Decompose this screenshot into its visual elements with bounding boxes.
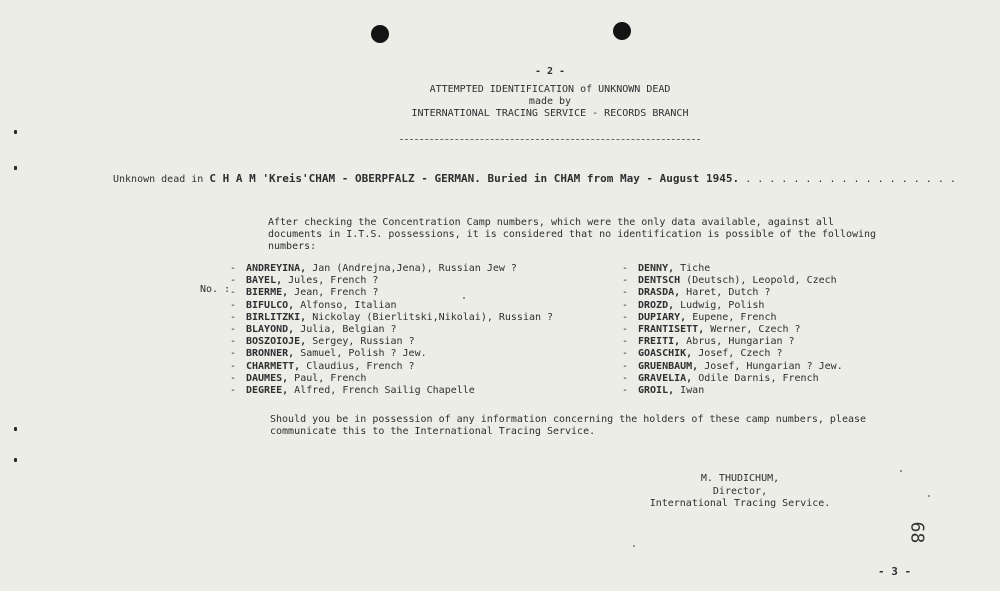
list-item: - FRANTISETT, Werner, Czech ? <box>622 324 801 336</box>
number-label: No. : <box>200 284 231 295</box>
unknown-dead-label: Unknown dead in <box>113 174 204 185</box>
list-item: - GOASCHIK, Josef, Czech ? <box>622 348 783 360</box>
list-item: - DEGREE, Alfred, French Sailig Chapelle <box>230 385 475 397</box>
separator-rule <box>400 139 700 140</box>
list-item: - GRAVELIA, Odile Darnis, French <box>622 372 819 384</box>
list-item: - GROIL, Iwan <box>622 385 705 397</box>
signatory-title: Director, <box>712 486 768 497</box>
signatory-organization: International Tracing Service. <box>649 498 831 509</box>
list-item: - BRONNER, Samuel, Polish ? Jew. <box>230 348 427 360</box>
list-item: - DUPIARY, Eupene, French <box>622 311 777 323</box>
document-title: ATTEMPTED IDENTIFICATION of UNKNOWN DEAD <box>429 84 671 95</box>
document-subtitle: made by <box>528 96 572 107</box>
margin-mark <box>14 427 17 431</box>
margin-mark <box>14 458 17 462</box>
list-item: - BIFULCO, Alfonso, Italian <box>230 299 397 311</box>
list-item: - DENNY, Tiche <box>622 263 711 274</box>
list-item: - DENTSCH (Deutsch), Leopold, Czech <box>622 275 837 287</box>
archive-stamp-number: 68 <box>906 521 928 544</box>
paper-speck <box>633 545 635 547</box>
margin-mark <box>14 130 17 134</box>
list-item: - ANDREYINA, Jan (Andrejna,Jena), Russian Jew ? <box>230 263 517 274</box>
list-item: - BLAYOND, Julia, Belgian ? <box>230 324 397 336</box>
closing-paragraph: Should you be in possession of any information concerning the holders of these camp numbers, please communicate this to the International Tracing Service. <box>270 414 867 437</box>
punch-hole-left <box>371 25 389 43</box>
names-list-right <box>622 263 843 397</box>
list-item: - DAUMES, Paul, French <box>230 372 367 384</box>
footer-page-number: - 3 - <box>878 565 912 578</box>
paper-speck <box>928 495 930 497</box>
dotted-leader: . . . . . . . . . . . . . . . . . . <box>745 174 956 185</box>
list-item: - FREITI, Abrus, Hungarian ? <box>622 336 795 348</box>
paper-speck <box>463 297 465 299</box>
burial-place: C H A M 'Kreis'CHAM - OBERPFALZ - GERMAN. Buried in CHAM from May - August 1945. <box>209 172 740 185</box>
unknown-dead-line <box>113 172 956 185</box>
margin-mark <box>14 166 17 170</box>
issuing-branch: INTERNATIONAL TRACING SERVICE - RECORDS BRANCH <box>411 108 689 119</box>
list-item: - BOSZOIOJE, Sergey, Russian ? <box>230 336 415 348</box>
list-item: - BAYEL, Jules, French ? <box>230 275 379 287</box>
intro-paragraph: After checking the Concentration Camp numbers, which were the only data available, against all documents in I.T.S. possessions, it is considered that no identification is possible of the following numbers: <box>268 217 877 252</box>
list-item: - DRASDA, Haret, Dutch ? <box>622 287 771 299</box>
list-item: - BIRLITZKI, Nickolay (Bierlitski,Nikolai), Russian ? <box>230 311 554 323</box>
list-item: - DROZD, Ludwig, Polish <box>622 299 765 311</box>
list-item: - GRUENBAUM, Josef, Hungarian ? Jew. <box>622 360 843 372</box>
signatory-name: M. THUDICHUM, <box>700 473 780 484</box>
names-list-left <box>230 263 553 397</box>
punch-hole-right <box>613 22 631 40</box>
list-item: - CHARMETT, Claudius, French ? <box>230 360 415 372</box>
paper-speck <box>900 470 902 472</box>
page-number: - 2 - <box>534 66 566 77</box>
list-item: - BIERME, Jean, French ? <box>230 287 379 299</box>
